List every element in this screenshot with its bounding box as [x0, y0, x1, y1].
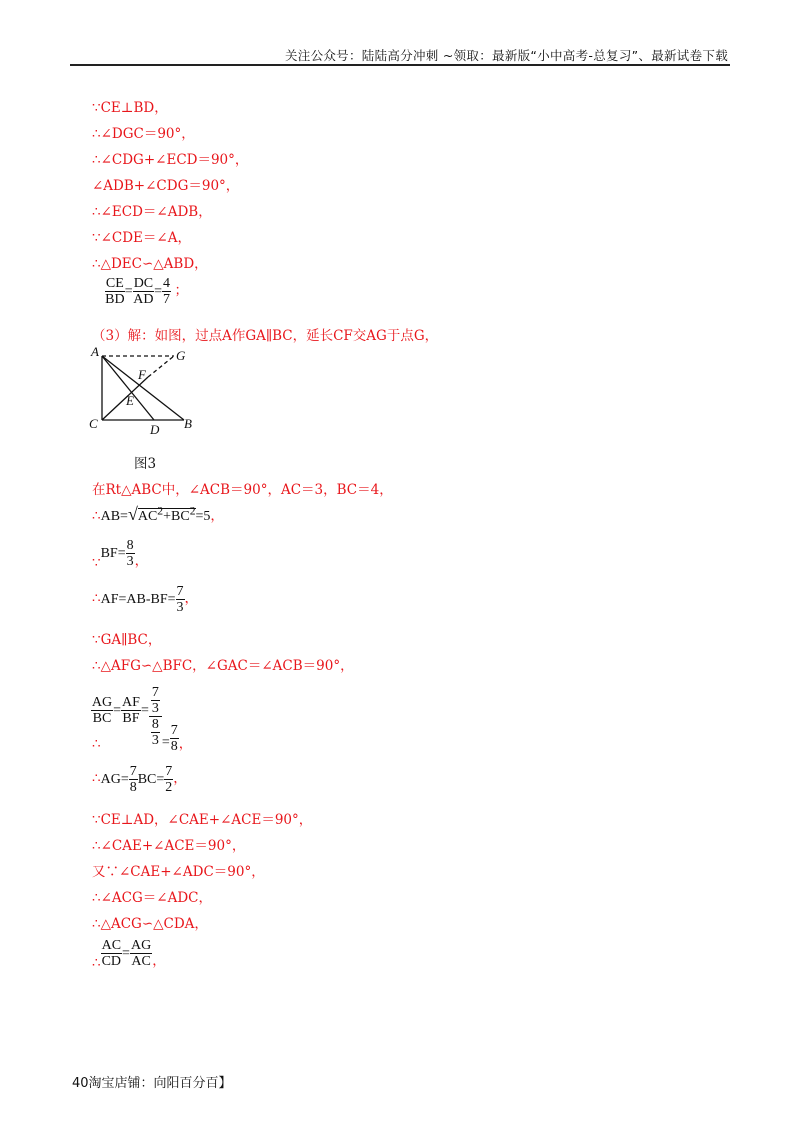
equals: =: [161, 735, 170, 750]
part3-intro: （3）解：如图，过点A作GA∥BC，延长CF交AG于点G，: [92, 328, 439, 344]
numerator: AG: [91, 695, 113, 710]
equals: =: [154, 283, 163, 299]
numerator: CE: [105, 276, 124, 291]
ab-calc-line: [92, 504, 224, 525]
fraction-7-8: [170, 723, 179, 754]
label-A: A: [91, 344, 99, 359]
step-line-4: ∠ADB+∠CDG＝90°，: [92, 178, 240, 194]
square: 2: [157, 504, 164, 518]
step-line-14: ∵GA∥BC，: [92, 632, 162, 648]
final-ratio-expression: [101, 938, 153, 969]
step-line-6: ∵∠CDE＝∠A，: [92, 230, 191, 246]
denominator: 8: [170, 739, 178, 754]
label-F: F: [138, 367, 146, 382]
prefix: ∴: [92, 770, 101, 787]
denominator: AC: [131, 954, 151, 969]
ac-term: AC: [137, 509, 158, 524]
equals: =: [122, 945, 130, 961]
bc-eq: BC=: [137, 771, 165, 787]
prefix: ∴: [92, 954, 101, 971]
denominator: 8: [129, 780, 137, 795]
fraction-af-bf: [121, 695, 141, 726]
step-line-5: ∴∠ECD＝∠ADB，: [92, 204, 212, 220]
page-footer: 40淘宝店铺：向阳百分百】: [72, 1076, 232, 1091]
final-ratio-line: [92, 938, 166, 969]
complex-denominator: [149, 717, 162, 748]
fraction-7-3: [151, 685, 160, 716]
numerator: DC: [133, 276, 154, 291]
header-text: 关注公众号：陆陆高分冲刺 ~领取：最新版“小中高考-总复习”、最新试卷下载: [284, 48, 728, 63]
suffix: ，: [173, 770, 187, 787]
fraction-ac-cd: [101, 938, 122, 969]
ag-expression: [100, 764, 174, 795]
suffix: ，: [134, 552, 149, 569]
geometry-figure-3: [88, 342, 218, 442]
denominator: 3: [126, 554, 134, 569]
af-line: [92, 584, 198, 615]
ag-bc-expression: [91, 685, 179, 754]
fraction-7-8: [129, 764, 138, 795]
step-line-20: 又∵∠CAE+∠ADC＝90°，: [92, 864, 265, 880]
page-header: [70, 40, 730, 66]
suffix: ，: [184, 590, 199, 607]
step-line-22: ∴△ACG∽△CDA，: [92, 916, 208, 932]
step-line-3: ∴∠CDG+∠ECD＝90°，: [92, 152, 249, 168]
prefix: ∴: [92, 736, 101, 752]
numerator: 8: [151, 717, 159, 732]
fraction-8-3: [126, 538, 135, 569]
numerator: 7: [170, 723, 178, 738]
label-B: B: [184, 416, 192, 431]
numerator: 8: [126, 538, 134, 553]
af-eq: AF=AB-BF=: [100, 591, 176, 607]
suffix: ，: [178, 736, 193, 752]
result: =5: [195, 509, 211, 524]
prefix: ∵: [92, 554, 101, 571]
prefix: ∴: [92, 508, 101, 524]
denominator: CD: [101, 954, 122, 969]
ag-value-line: [92, 764, 187, 795]
step-line-21: ∴∠ACG＝∠ADC，: [92, 890, 212, 906]
equals: =: [113, 703, 122, 718]
sqrt-sign: √: [127, 504, 138, 524]
fraction-ag-bc: [91, 695, 113, 726]
denominator: BD: [105, 292, 125, 307]
af-expression: [100, 584, 185, 615]
denominator: 3: [151, 701, 159, 716]
sqrt-content: [137, 504, 196, 524]
numerator: 4: [163, 276, 171, 291]
bf-eq: BF=: [100, 545, 126, 561]
denominator: BF: [122, 711, 140, 726]
step-line-10: 在Rt△ABC中，∠ACB＝90°，AC＝3，BC＝4，: [92, 482, 393, 498]
step-line-19: ∴∠CAE+∠ACE＝90°，: [92, 838, 246, 854]
suffix: ，: [152, 952, 166, 969]
denominator: 7: [163, 292, 171, 307]
denominator: BC: [92, 711, 112, 726]
complex-fraction: [149, 685, 162, 748]
denominator: 3: [151, 733, 159, 748]
label-D: D: [150, 422, 160, 437]
fraction-4-7: [162, 276, 171, 307]
square: 2: [189, 504, 196, 518]
denominator: AD: [133, 292, 154, 307]
bc-term: +BC: [163, 509, 190, 524]
equals: =: [140, 703, 149, 718]
numerator: 7: [151, 685, 159, 700]
bf-line: [92, 538, 148, 569]
ratio-line-ce-bd: [92, 276, 188, 307]
complex-numerator: [149, 685, 162, 717]
figure-caption: 图3: [134, 456, 157, 472]
suffix: ，: [210, 508, 224, 524]
numerator: 7: [129, 764, 137, 779]
denominator: 3: [176, 600, 184, 615]
fraction-ce-bd: [105, 276, 125, 307]
fraction-7-3: [176, 584, 185, 615]
fraction-7-2: [164, 764, 173, 795]
step-line-1: ∵CE⊥BD，: [92, 100, 168, 116]
numerator: AC: [101, 938, 122, 953]
denominator: 2: [165, 780, 173, 795]
ab-eq: AB=: [100, 509, 128, 524]
step-line-15: ∴△AFG∽△BFC，∠GAC＝∠ACB＝90°，: [92, 658, 354, 674]
label-C: C: [89, 416, 98, 431]
fraction-ag-ac: [130, 938, 152, 969]
ag-eq: AG=: [100, 771, 129, 787]
ab-expression: [100, 504, 211, 524]
ag-bc-ratio-line: [92, 680, 206, 754]
label-G: G: [176, 348, 186, 363]
equals: =: [124, 283, 133, 299]
numerator: 7: [165, 764, 173, 779]
prefix: ∴: [92, 590, 101, 607]
fraction-dc-ad: [133, 276, 154, 307]
numerator: 7: [176, 584, 184, 599]
step-line-18: ∵CE⊥AD，∠CAE+∠ACE＝90°，: [92, 812, 313, 828]
suffix: ；: [174, 282, 189, 299]
numerator: AG: [130, 938, 152, 953]
bf-expression: [100, 538, 135, 569]
label-E: E: [126, 393, 134, 408]
step-line-7: ∴△DEC∽△ABD，: [92, 256, 208, 272]
fraction-8-3: [151, 717, 160, 748]
numerator: AF: [122, 695, 140, 710]
step-line-2: ∴∠DGC＝90°，: [92, 126, 195, 142]
